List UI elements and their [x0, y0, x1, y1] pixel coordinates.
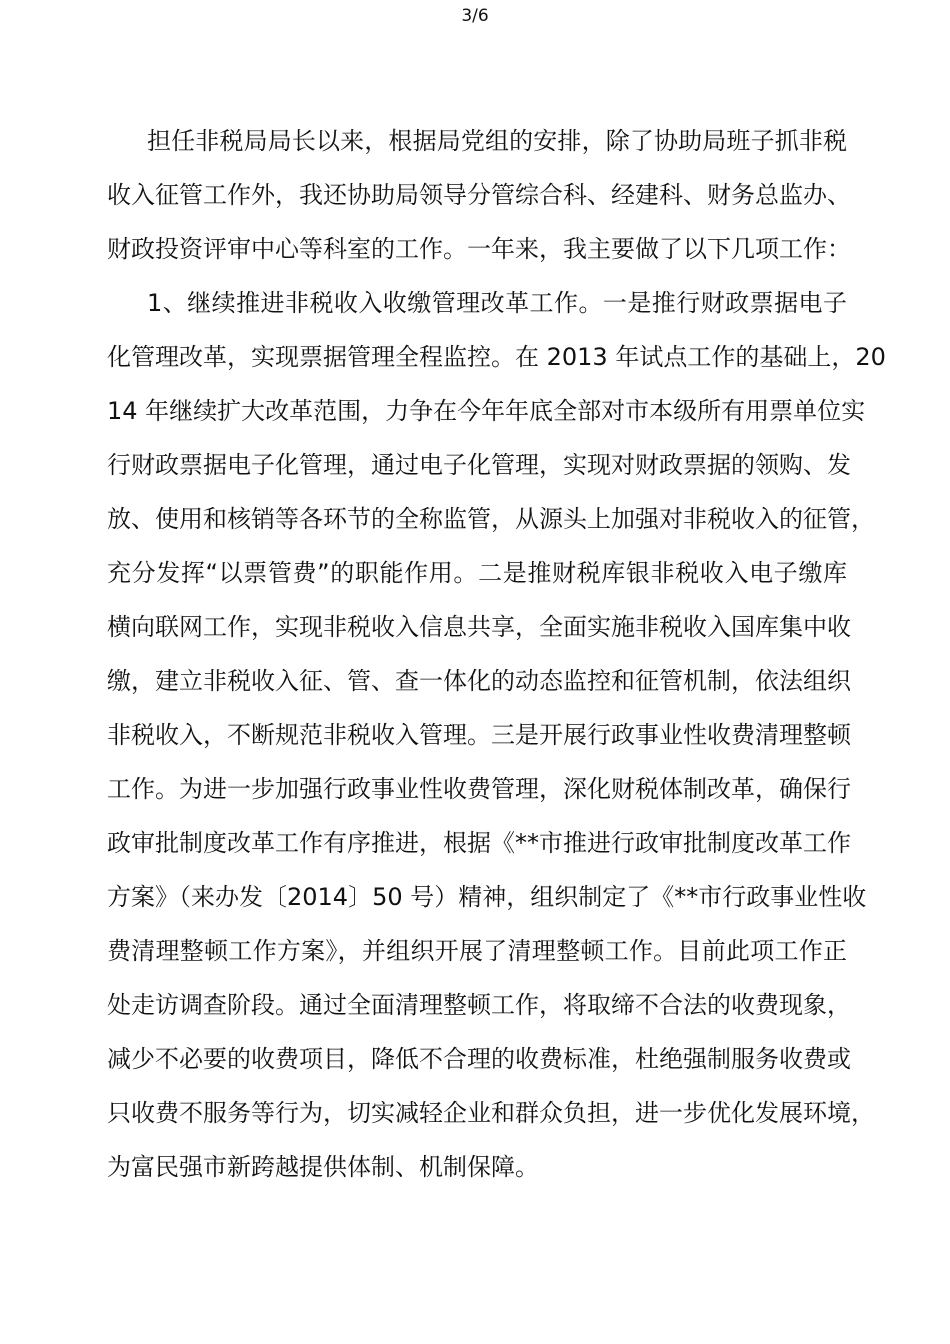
paragraph-1-line-2: 收入征管工作外，我还协助局领导分管综合科、经建科、财务总监办、	[107, 181, 851, 209]
paragraph-2-line-10: 工作。为进一步加强行政事业性收费管理，深化财税体制改革，确保行	[107, 775, 851, 803]
paragraph-2-line-4: 行财政票据电子化管理，通过电子化管理，实现对财政票据的领购、发	[107, 451, 851, 479]
paragraph-2-line-5: 放、使用和核销等各环节的全称监管，从源头上加强对非税收入的征管，	[107, 505, 875, 533]
paragraph-2-line-15: 减少不必要的收费项目，降低不合理的收费标准，杜绝强制服务收费或	[107, 1045, 851, 1073]
paragraph-2-line-12: 方案》（来办发〔2014〕50 号）精神，组织制定了《**市行政事业性收	[107, 883, 867, 911]
paragraph-2-line-7: 横向联网工作，实现非税收入信息共享，全面实施非税收入国库集中收	[107, 613, 851, 641]
paragraph-2-line-6: 充分发挥“以票管费”的职能作用。二是推财税库银非税收入电子缴库	[107, 559, 847, 587]
paragraph-1-line-3: 财政投资评审中心等科室的工作。一年来，我主要做了以下几项工作：	[107, 235, 851, 263]
paragraph-2-line-14: 处走访调查阶段。通过全面清理整顿工作，将取缔不合法的收费现象，	[107, 991, 851, 1019]
paragraph-2-line-9: 非税收入，不断规范非税收入管理。三是开展行政事业性收费清理整顿	[107, 721, 851, 749]
paragraph-2-line-3: 14 年继续扩大改革范围，力争在今年年底全部对市本级所有用票单位实	[107, 397, 866, 425]
paragraph-2-line-17: 为富民强市新跨越提供体制、机制保障。	[107, 1153, 539, 1181]
paragraph-2-line-1: 1、继续推进非税收入收缴管理改革工作。一是推行财政票据电子	[147, 289, 847, 317]
paragraph-2-line-2: 化管理改革，实现票据管理全程监控。在 2013 年试点工作的基础上，20	[107, 343, 886, 371]
paragraph-2-line-8: 缴，建立非税收入征、管、查一体化的动态监控和征管机制，依法组织	[107, 667, 851, 695]
paragraph-2-line-11: 政审批制度改革工作有序推进，根据《**市推进行政审批制度改革工作	[107, 829, 851, 857]
document-body	[107, 114, 886, 1194]
paragraph-2-line-13: 费清理整顿工作方案》，并组织开展了清理整顿工作。目前此项工作正	[107, 937, 847, 965]
page-number: 3/6	[461, 6, 489, 26]
paragraph-2-line-16: 只收费不服务等行为，切实减轻企业和群众负担，进一步优化发展环境，	[107, 1099, 875, 1127]
paragraph-1-line-1: 担任非税局局长以来，根据局党组的安排，除了协助局班子抓非税	[147, 127, 847, 155]
